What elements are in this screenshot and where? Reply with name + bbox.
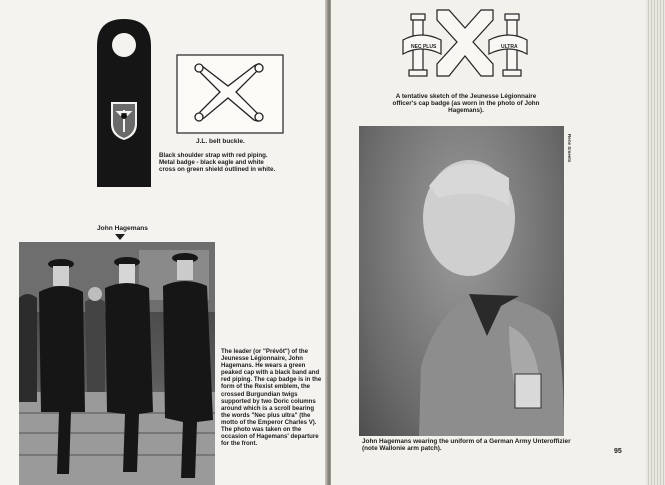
belt-buckle-illustration — [176, 54, 284, 134]
buckle-caption: J.L. belt buckle. — [196, 138, 245, 145]
page-edges — [646, 0, 665, 485]
badge-scroll-left: NEC PLUS — [411, 44, 437, 50]
main-caption: The leader (or "Prévôt") of the Jeunesse Légionnaire, John Hagemans. He wears a green peaked cap with a black band and red piping. The cap badge is in the form of the Rexist emblem, the crossed Burgundian twigs supported by two Doric columns around which is a scroll bearing the words "Nec plus ultra" (the motto of the Emperor Charles V). The photo was taken on the occasion of Hagemans' departure for the front. — [221, 348, 322, 448]
photo-label: John Hagemans — [97, 225, 148, 232]
shoulder-strap-illustration — [96, 18, 152, 190]
strap-caption: Black shoulder strap with red piping. Metal badge - black eagle and white cross on green shield outlined in white. — [159, 152, 276, 174]
badge-scroll-right: ULTRA — [501, 44, 518, 50]
page-number: 95 — [614, 448, 622, 455]
arrow-down-icon — [115, 234, 125, 240]
portrait-caption: John Hagemans wearing the uniform of a German Army Unteroffizier (note Wallonie arm patch). — [362, 438, 571, 453]
photo-credit: Rene Smeets — [567, 134, 572, 163]
left-page — [0, 0, 327, 485]
group-photo — [19, 242, 215, 485]
portrait-photo — [359, 126, 564, 436]
badge-caption: A tentative sketch of the Jeunesse Légionnaire officer's cap badge (as worn in the photo of John Hagemans). — [392, 93, 540, 115]
cap-badge-sketch — [397, 6, 533, 86]
right-page — [331, 0, 665, 485]
